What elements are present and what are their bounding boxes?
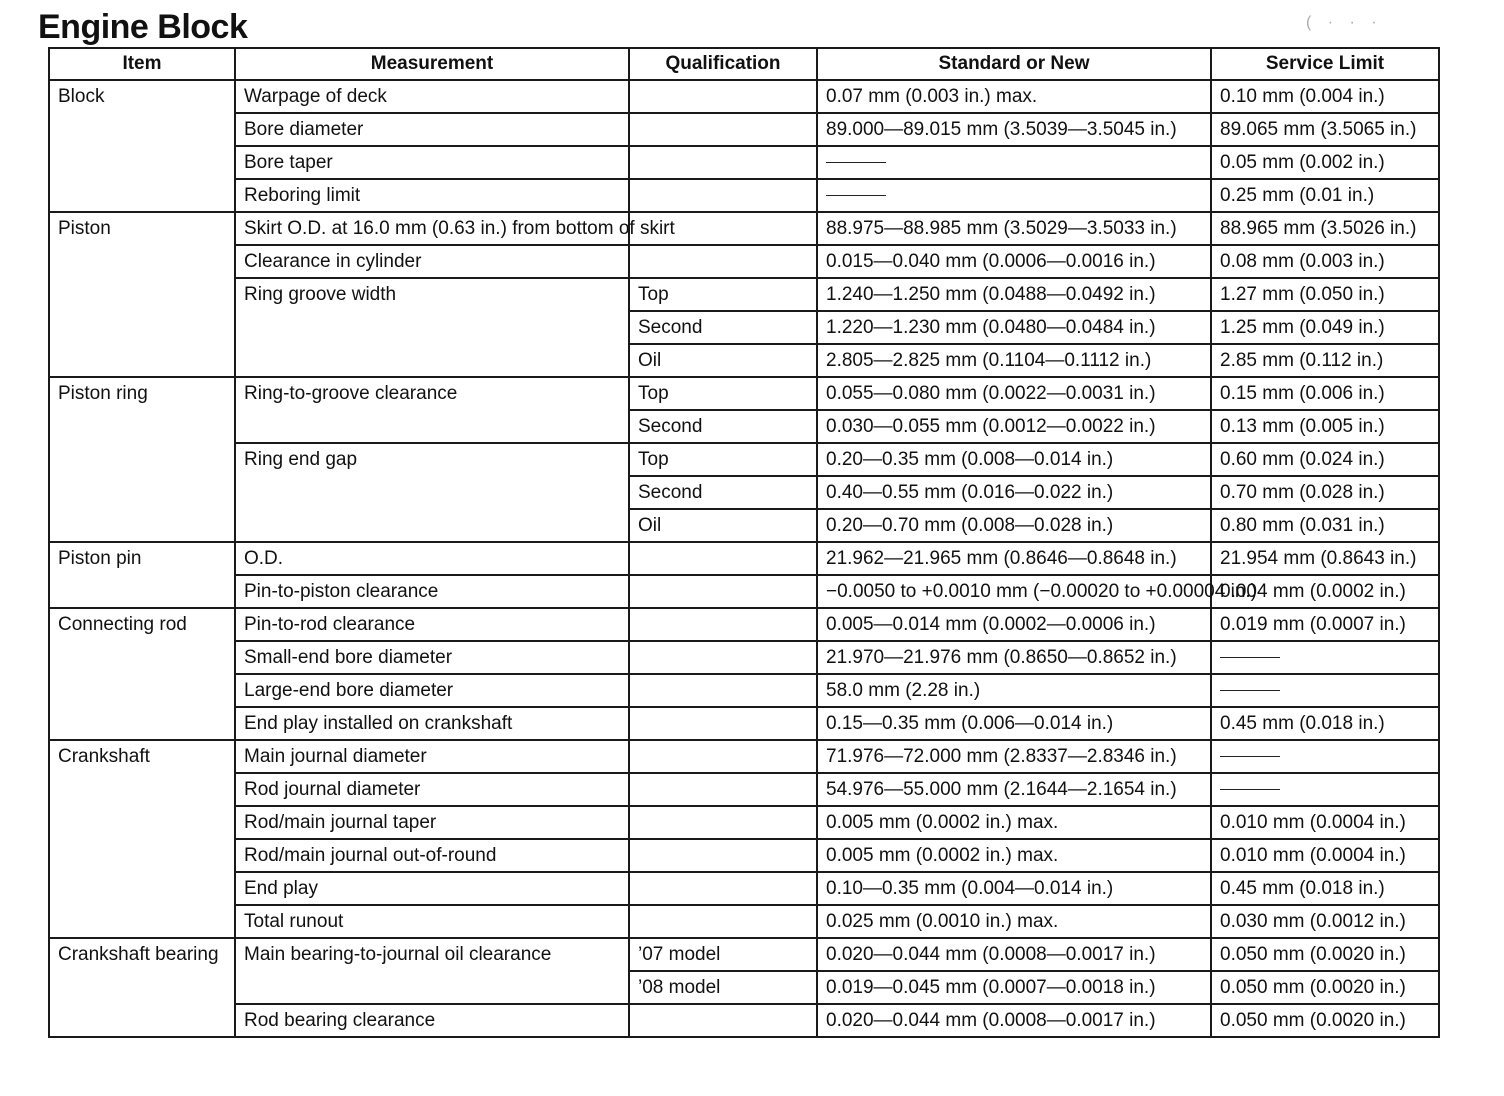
table-row [49, 938, 1439, 971]
limit-cell: 0.60 mm (0.024 in.) [1211, 443, 1439, 476]
qualification-cell: Second [629, 476, 817, 509]
table-row [49, 1004, 1439, 1037]
measurement-cell: End play installed on crankshaft [235, 707, 629, 740]
table-row [49, 179, 1439, 212]
qualification-cell: Second [629, 311, 817, 344]
limit-cell [1211, 773, 1439, 806]
header-row [49, 48, 1439, 80]
measurement-cell: Total runout [235, 905, 629, 938]
standard-cell: 54.976—55.000 mm (2.1644—2.1654 in.) [817, 773, 1211, 806]
dash-mark [826, 195, 886, 196]
item-cell: Connecting rod [49, 608, 235, 740]
limit-cell: 1.27 mm (0.050 in.) [1211, 278, 1439, 311]
qualification-cell [629, 542, 817, 575]
table-row [49, 608, 1439, 641]
qualification-cell: ’07 model [629, 938, 817, 971]
qualification-cell [629, 806, 817, 839]
limit-cell [1211, 674, 1439, 707]
limit-cell: 0.45 mm (0.018 in.) [1211, 872, 1439, 905]
qualification-cell [629, 146, 817, 179]
standard-cell: 0.20—0.35 mm (0.008—0.014 in.) [817, 443, 1211, 476]
table-row [49, 146, 1439, 179]
qualification-cell [629, 113, 817, 146]
limit-cell: 0.13 mm (0.005 in.) [1211, 410, 1439, 443]
measurement-cell: Bore taper [235, 146, 629, 179]
item-cell: Crankshaft bearing [49, 938, 235, 1037]
dash-mark [826, 162, 886, 163]
table-row [49, 575, 1439, 608]
standard-cell [817, 179, 1211, 212]
measurement-cell: Rod/main journal taper [235, 806, 629, 839]
standard-cell [817, 146, 1211, 179]
qualification-cell [629, 740, 817, 773]
limit-cell [1211, 641, 1439, 674]
qualification-cell: Top [629, 278, 817, 311]
measurement-cell: Skirt O.D. at 16.0 mm (0.63 in.) from bottom of skirt [235, 212, 629, 245]
limit-cell: 0.050 mm (0.0020 in.) [1211, 971, 1439, 1004]
table-row [49, 212, 1439, 245]
standard-cell: 71.976—72.000 mm (2.8337—2.8346 in.) [817, 740, 1211, 773]
measurement-cell: Bore diameter [235, 113, 629, 146]
table-row [49, 278, 1439, 311]
measurement-cell: O.D. [235, 542, 629, 575]
limit-cell: 0.15 mm (0.006 in.) [1211, 377, 1439, 410]
standard-cell: 21.962—21.965 mm (0.8646—0.8648 in.) [817, 542, 1211, 575]
limit-cell: 0.25 mm (0.01 in.) [1211, 179, 1439, 212]
table-row [49, 80, 1439, 113]
qualification-cell [629, 839, 817, 872]
measurement-cell: Rod/main journal out-of-round [235, 839, 629, 872]
qualification-cell [629, 641, 817, 674]
limit-cell: 0.004 mm (0.0002 in.) [1211, 575, 1439, 608]
qualification-cell: Second [629, 410, 817, 443]
standard-cell: 0.40—0.55 mm (0.016—0.022 in.) [817, 476, 1211, 509]
table-row [49, 245, 1439, 278]
dash-mark [1220, 690, 1280, 691]
limit-cell: 0.050 mm (0.0020 in.) [1211, 938, 1439, 971]
qualification-cell [629, 575, 817, 608]
limit-cell: 0.45 mm (0.018 in.) [1211, 707, 1439, 740]
standard-cell: 0.055—0.080 mm (0.0022—0.0031 in.) [817, 377, 1211, 410]
limit-cell: 0.10 mm (0.004 in.) [1211, 80, 1439, 113]
measurement-cell: End play [235, 872, 629, 905]
dash-mark [1220, 657, 1280, 658]
limit-cell: 2.85 mm (0.112 in.) [1211, 344, 1439, 377]
item-cell: Piston pin [49, 542, 235, 608]
limit-cell: 0.70 mm (0.028 in.) [1211, 476, 1439, 509]
qualification-cell [629, 245, 817, 278]
qualification-cell: ’08 model [629, 971, 817, 1004]
table-row [49, 905, 1439, 938]
table-row [49, 707, 1439, 740]
limit-cell: 0.050 mm (0.0020 in.) [1211, 1004, 1439, 1037]
standard-cell: 0.20—0.70 mm (0.008—0.028 in.) [817, 509, 1211, 542]
standard-cell: 0.020—0.044 mm (0.0008—0.0017 in.) [817, 1004, 1211, 1037]
limit-cell: 0.05 mm (0.002 in.) [1211, 146, 1439, 179]
qualification-cell: Top [629, 377, 817, 410]
header-measurement: Measurement [235, 48, 629, 80]
standard-cell: 0.025 mm (0.0010 in.) max. [817, 905, 1211, 938]
standard-cell: 0.005—0.014 mm (0.0002—0.0006 in.) [817, 608, 1211, 641]
qualification-cell [629, 179, 817, 212]
measurement-cell: Main journal diameter [235, 740, 629, 773]
measurement-cell: Warpage of deck [235, 80, 629, 113]
standard-cell: 2.805—2.825 mm (0.1104—0.1112 in.) [817, 344, 1211, 377]
qualification-cell [629, 905, 817, 938]
qualification-cell [629, 608, 817, 641]
measurement-cell: Pin-to-rod clearance [235, 608, 629, 641]
table-row [49, 542, 1439, 575]
standard-cell: 21.970—21.976 mm (0.8650—0.8652 in.) [817, 641, 1211, 674]
limit-cell: 0.010 mm (0.0004 in.) [1211, 839, 1439, 872]
limit-cell: 1.25 mm (0.049 in.) [1211, 311, 1439, 344]
qualification-cell [629, 707, 817, 740]
limit-cell: 0.019 mm (0.0007 in.) [1211, 608, 1439, 641]
standard-cell: 58.0 mm (2.28 in.) [817, 674, 1211, 707]
header-item: Item [49, 48, 235, 80]
standard-cell: 0.005 mm (0.0002 in.) max. [817, 806, 1211, 839]
table-row [49, 740, 1439, 773]
header-standard: Standard or New [817, 48, 1211, 80]
limit-cell: 88.965 mm (3.5026 in.) [1211, 212, 1439, 245]
qualification-cell: Oil [629, 344, 817, 377]
measurement-cell: Rod journal diameter [235, 773, 629, 806]
header-service-limit: Service Limit [1211, 48, 1439, 80]
table-row [49, 806, 1439, 839]
measurement-cell: Rod bearing clearance [235, 1004, 629, 1037]
table-row [49, 773, 1439, 806]
limit-cell: 0.80 mm (0.031 in.) [1211, 509, 1439, 542]
standard-cell: 1.240—1.250 mm (0.0488—0.0492 in.) [817, 278, 1211, 311]
standard-cell: 0.005 mm (0.0002 in.) max. [817, 839, 1211, 872]
measurement-cell: Main bearing-to-journal oil clearance [235, 938, 629, 1004]
standard-cell: 0.07 mm (0.003 in.) max. [817, 80, 1211, 113]
standard-cell: 0.020—0.044 mm (0.0008—0.0017 in.) [817, 938, 1211, 971]
measurement-cell: Ring groove width [235, 278, 629, 377]
measurement-cell: Pin-to-piston clearance [235, 575, 629, 608]
measurement-cell: Clearance in cylinder [235, 245, 629, 278]
table-row [49, 674, 1439, 707]
item-cell: Piston ring [49, 377, 235, 542]
header-qualification: Qualification [629, 48, 817, 80]
standard-cell: 0.019—0.045 mm (0.0007—0.0018 in.) [817, 971, 1211, 1004]
qualification-cell [629, 80, 817, 113]
standard-cell: 89.000—89.015 mm (3.5039—3.5045 in.) [817, 113, 1211, 146]
qualification-cell [629, 773, 817, 806]
standard-cell: 0.10—0.35 mm (0.004—0.014 in.) [817, 872, 1211, 905]
table-row [49, 377, 1439, 410]
table-row [49, 839, 1439, 872]
page-title: Engine Block [38, 8, 248, 46]
table-row [49, 641, 1439, 674]
limit-cell: 0.08 mm (0.003 in.) [1211, 245, 1439, 278]
measurement-cell: Ring-to-groove clearance [235, 377, 629, 443]
scan-mark: ( · · · [1306, 14, 1383, 31]
item-cell: Crankshaft [49, 740, 235, 938]
standard-cell: 0.15—0.35 mm (0.006—0.014 in.) [817, 707, 1211, 740]
limit-cell: 89.065 mm (3.5065 in.) [1211, 113, 1439, 146]
standard-cell: 88.975—88.985 mm (3.5029—3.5033 in.) [817, 212, 1211, 245]
table-row [49, 113, 1439, 146]
qualification-cell [629, 1004, 817, 1037]
measurement-cell: Large-end bore diameter [235, 674, 629, 707]
measurement-cell: Small-end bore diameter [235, 641, 629, 674]
qualification-cell [629, 674, 817, 707]
table-row [49, 443, 1439, 476]
dash-mark [1220, 789, 1280, 790]
dash-mark [1220, 756, 1280, 757]
limit-cell: 0.030 mm (0.0012 in.) [1211, 905, 1439, 938]
item-cell: Piston [49, 212, 235, 377]
limit-cell: 0.010 mm (0.0004 in.) [1211, 806, 1439, 839]
limit-cell [1211, 740, 1439, 773]
qualification-cell: Top [629, 443, 817, 476]
measurement-cell: Reboring limit [235, 179, 629, 212]
standard-cell: 0.015—0.040 mm (0.0006—0.0016 in.) [817, 245, 1211, 278]
qualification-cell [629, 872, 817, 905]
limit-cell: 21.954 mm (0.8643 in.) [1211, 542, 1439, 575]
engine-block-spec-table [48, 47, 1440, 1038]
standard-cell: 1.220—1.230 mm (0.0480—0.0484 in.) [817, 311, 1211, 344]
qualification-cell: Oil [629, 509, 817, 542]
table-row [49, 872, 1439, 905]
measurement-cell: Ring end gap [235, 443, 629, 542]
standard-cell: −0.0050 to +0.0010 mm (−0.00020 to +0.00004 in.) [817, 575, 1211, 608]
item-cell: Block [49, 80, 235, 212]
standard-cell: 0.030—0.055 mm (0.0012—0.0022 in.) [817, 410, 1211, 443]
